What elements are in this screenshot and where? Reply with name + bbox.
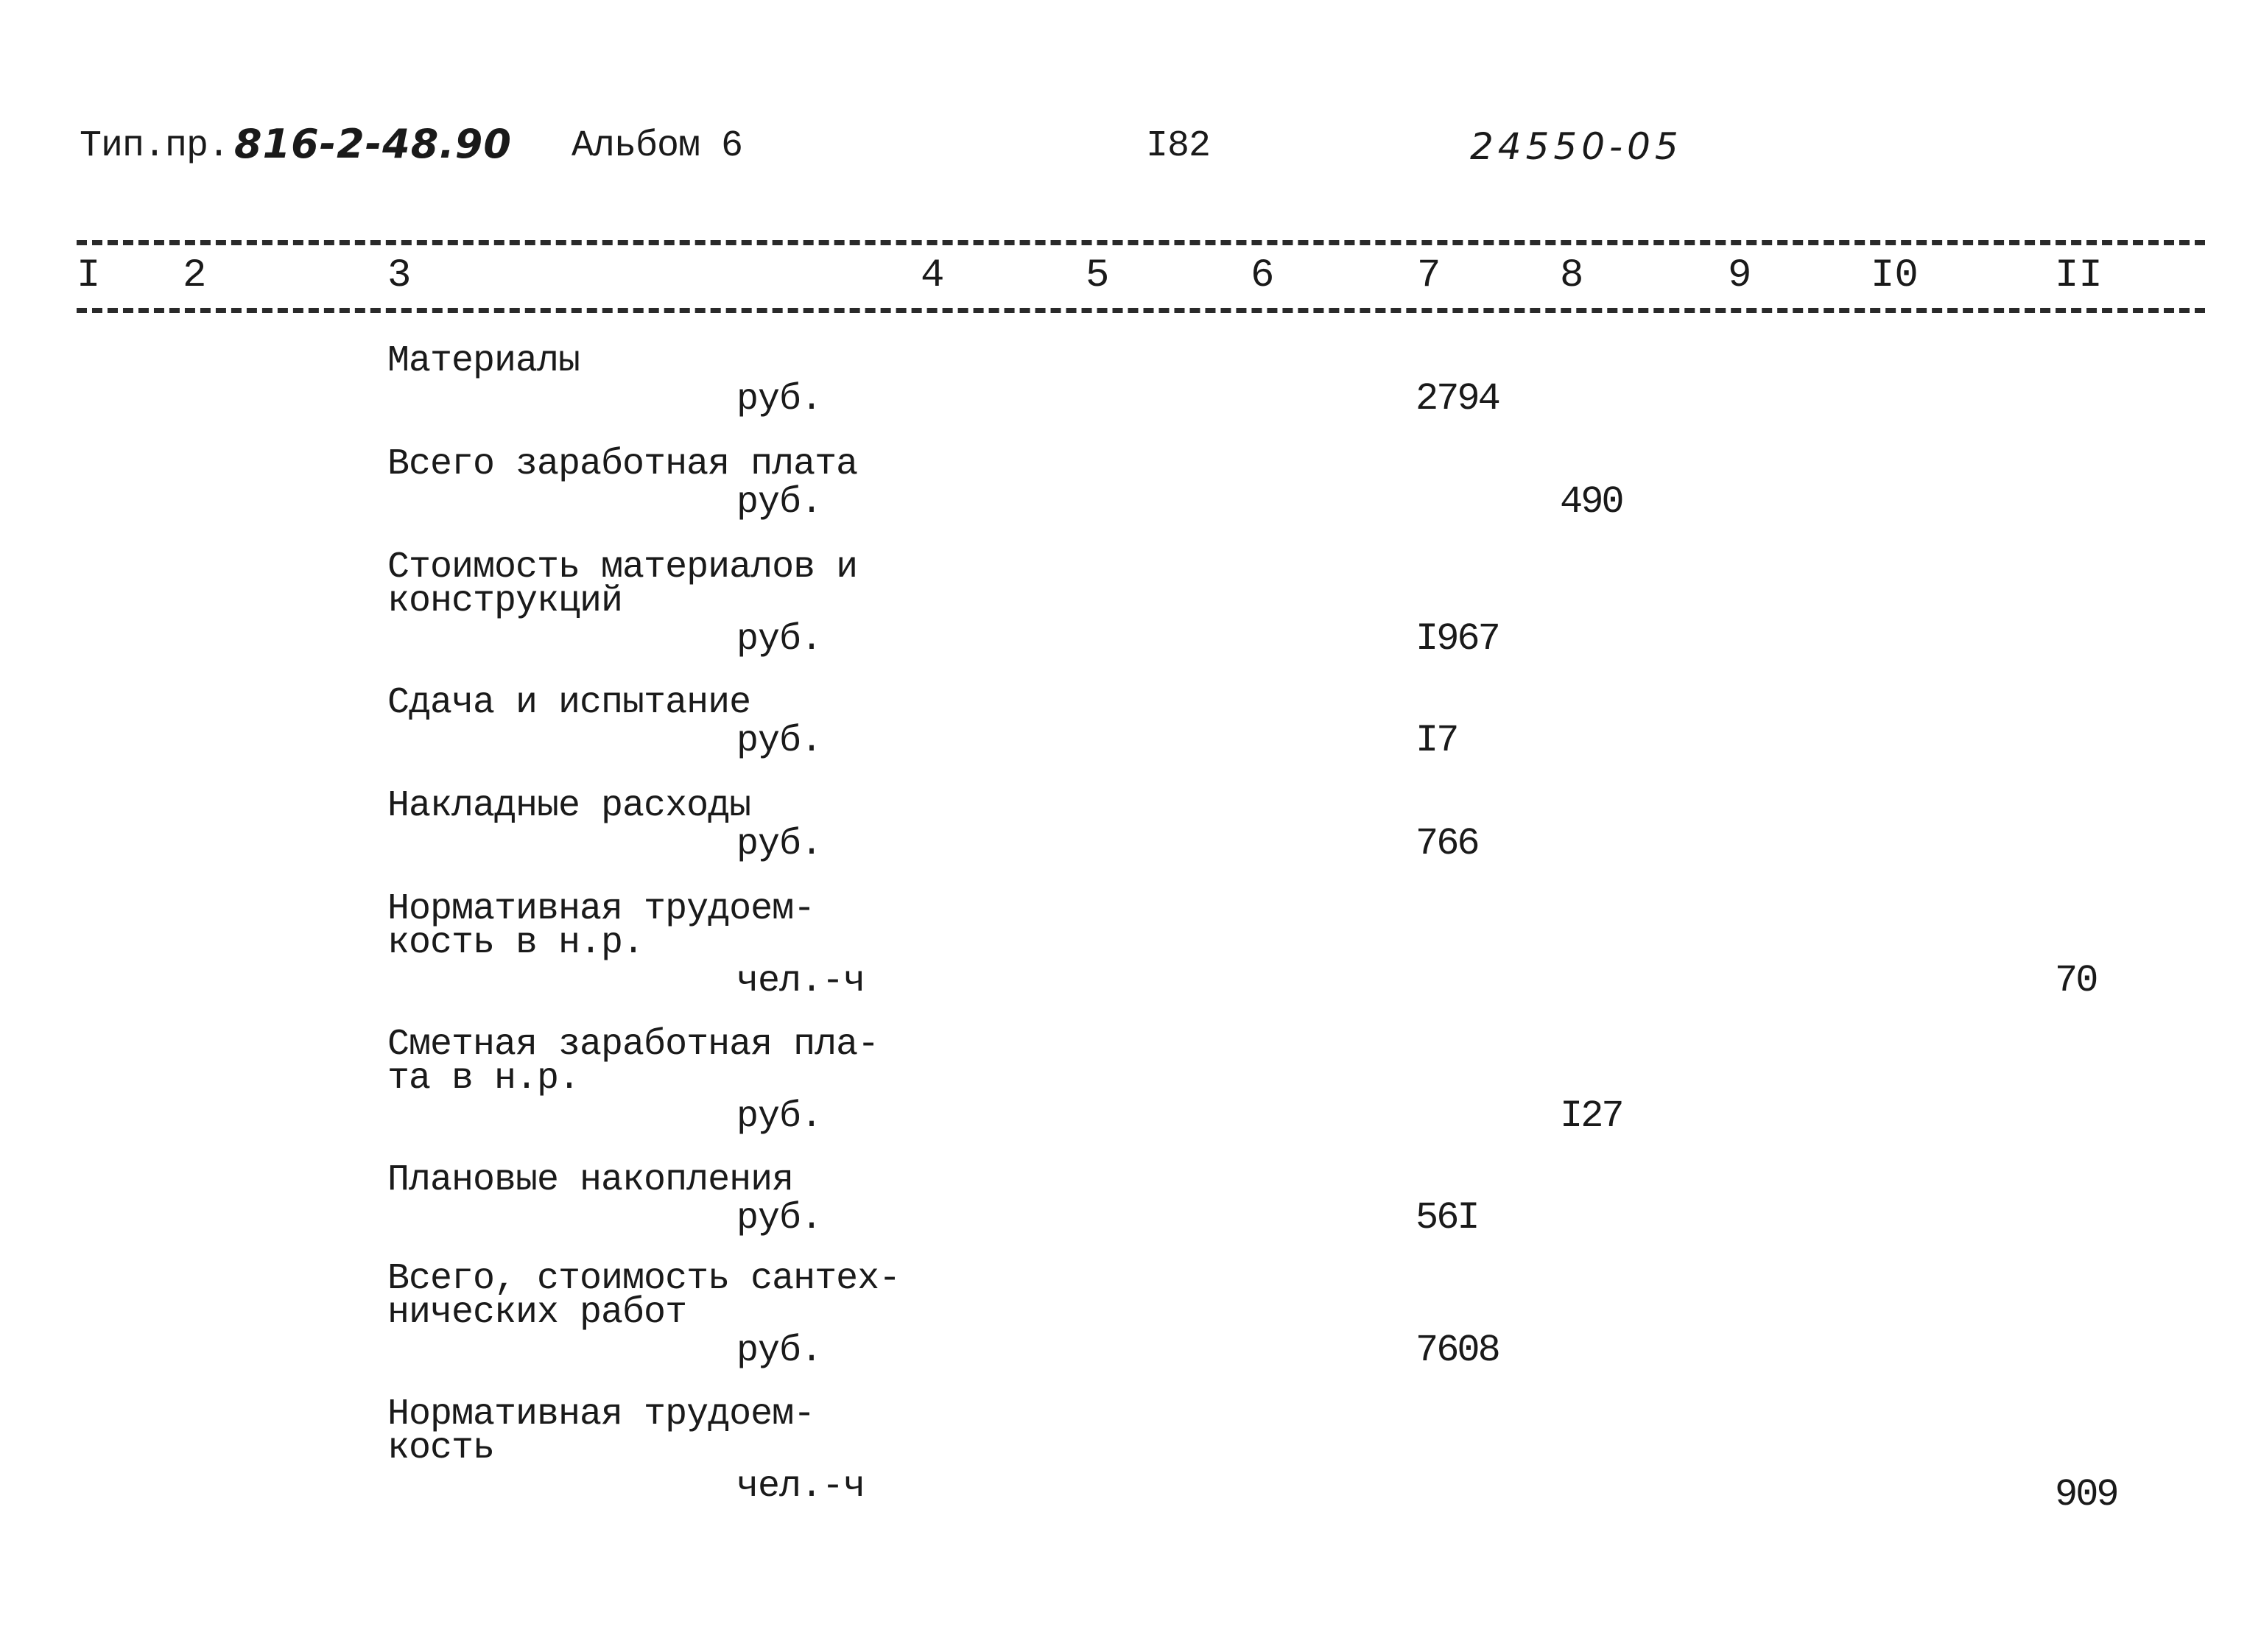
row-value: 7608 <box>1416 1329 1499 1372</box>
header-prefix: Тип.пр. <box>80 125 230 167</box>
row-label: Нормативная трудоем- <box>387 1393 815 1435</box>
top-dashed-rule <box>77 240 2205 245</box>
row-value: 909 <box>2055 1473 2117 1516</box>
row-unit: руб. <box>736 823 823 865</box>
column-number: 5 <box>1086 253 1110 298</box>
row-value: 70 <box>2055 959 2097 1002</box>
row-label: Всего заработная плата <box>387 443 858 485</box>
row-value: 56I <box>1416 1196 1478 1240</box>
row-value: I7 <box>1416 719 1457 762</box>
column-number: 7 <box>1417 253 1441 298</box>
row-value: 766 <box>1416 822 1478 865</box>
project-code: 816-2-48.90 <box>234 121 512 167</box>
row-unit: чел.-ч <box>736 960 865 1002</box>
row-unit: руб. <box>736 720 823 762</box>
row-label: конструкций <box>387 580 623 622</box>
row-value: I967 <box>1416 617 1499 661</box>
column-number: II <box>2055 253 2103 298</box>
row-label: та в н.р. <box>387 1058 580 1100</box>
row-unit: руб. <box>736 379 823 421</box>
column-number: 8 <box>1560 253 1584 298</box>
bottom-dashed-rule <box>77 308 2205 313</box>
row-label: кость в н.р. <box>387 922 644 964</box>
row-label: кость <box>387 1427 495 1469</box>
row-label: Всего, стоимость сантех- <box>387 1258 901 1300</box>
row-unit: чел.-ч <box>736 1466 865 1508</box>
column-number: 2 <box>183 253 207 298</box>
row-unit: руб. <box>736 1330 823 1372</box>
row-unit: руб. <box>736 482 823 524</box>
row-label: Сдача и испытание <box>387 682 751 724</box>
row-label: Сметная заработная пла- <box>387 1024 879 1066</box>
column-number: 6 <box>1251 253 1275 298</box>
album-label: Альбом 6 <box>572 125 743 167</box>
row-unit: руб. <box>736 1096 823 1138</box>
row-unit: руб. <box>736 619 823 661</box>
row-label: Нормативная трудоем- <box>387 888 815 930</box>
document-number: 24550-05 <box>1470 125 1683 168</box>
column-number: I <box>77 253 101 298</box>
row-label: Накладные расходы <box>387 785 751 827</box>
row-label: Материалы <box>387 340 580 382</box>
row-value: 490 <box>1560 480 1622 524</box>
page-number: I82 <box>1146 125 1211 167</box>
row-value: I27 <box>1560 1094 1622 1138</box>
column-number: 3 <box>387 253 412 298</box>
row-unit: руб. <box>736 1198 823 1240</box>
row-value: 2794 <box>1416 377 1499 421</box>
column-number: 9 <box>1728 253 1752 298</box>
column-number: I0 <box>1871 253 1919 298</box>
row-label: Стоимость материалов и <box>387 546 858 588</box>
row-label: Плановые накопления <box>387 1159 794 1201</box>
column-number: 4 <box>921 253 945 298</box>
row-label: нических работ <box>387 1292 687 1334</box>
